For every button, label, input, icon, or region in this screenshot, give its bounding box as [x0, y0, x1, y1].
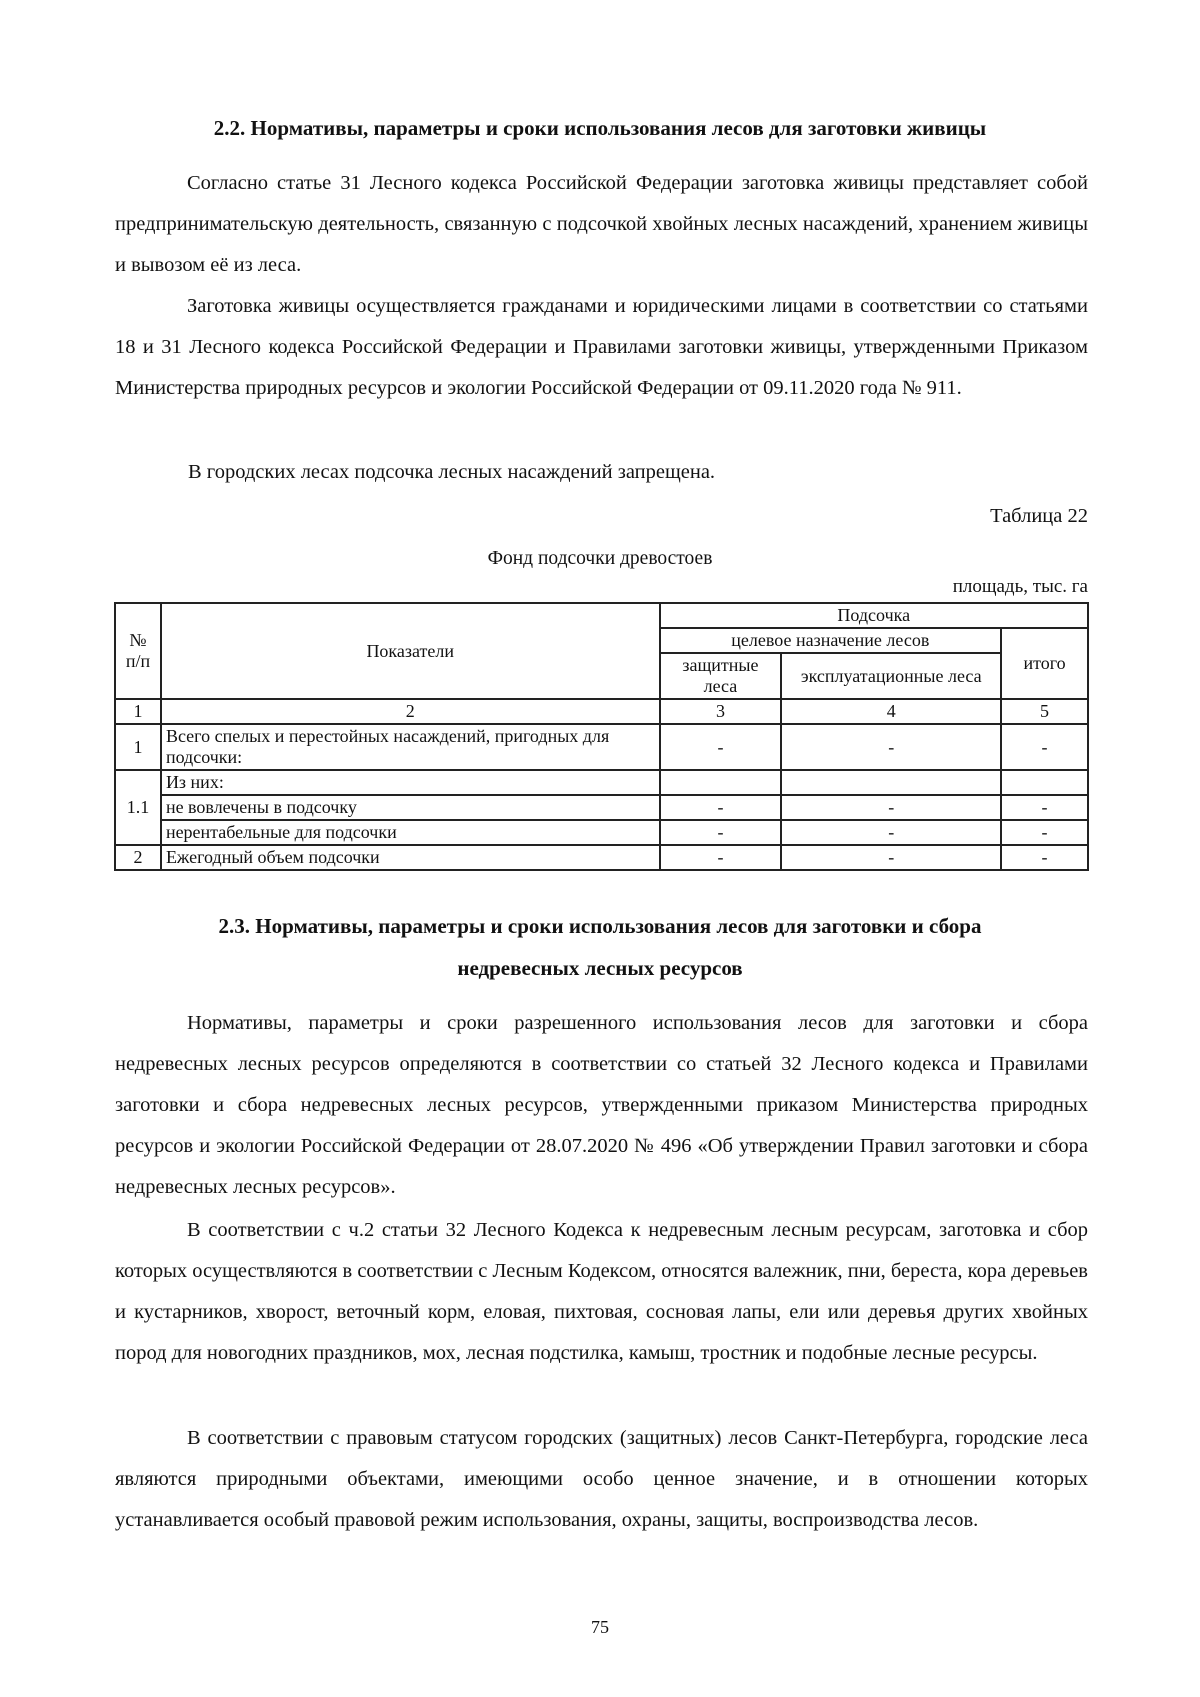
- section-2-2-paragraph-1: Согласно статье 31 Лесного кодекса Российской Федерации заготовка живицы представляет собой предпринимательскую деятельность, связанную с подсочкой хвойных лесных насаждений, хранением живицы и вывозом её из леса.: [115, 172, 1088, 276]
- row-value: -: [1001, 795, 1088, 820]
- row-value: -: [781, 820, 1001, 845]
- row-value: -: [660, 724, 782, 770]
- row-num: 1: [115, 724, 161, 770]
- table-caption: Фонд подсочки древостоев: [487, 548, 713, 569]
- page-number: 75: [591, 1617, 609, 1637]
- section-2-3-paragraph-2: В соответствии с ч.2 статьи 32 Лесного Кодекса к недревесным лесным ресурсам, заготовка и сбор которых осуществляются в соответствии с Лесным Кодексом, относятся валежник, пни, береста, кора деревьев и кустарников, хворост, веточный корм, еловая, пихтовая, сосновая лапы, ели или деревья других хвойных пород для новогодних праздников, мох, лесная подстилка, камыш, тростник и подобные лесные ресурсы.: [115, 1219, 1088, 1364]
- section-2-2-paragraph-2: Заготовка живицы осуществляется гражданами и юридическими лицами в соответствии со статьями 18 и 31 Лесного кодекса Российской Федерации и Правилами заготовки живицы, утвержденными Приказом Министерства природных ресурсов и экологии Российской Федерации от 09.11.2020 года № 911.: [115, 295, 1088, 399]
- row-value: -: [781, 724, 1001, 770]
- row-label: не вовлечены в подсочку: [161, 795, 660, 820]
- section-2-3-paragraph-3: В соответствии с правовым статусом городских (защитных) лесов Санкт-Петербурга, городские леса являются природными объектами, имеющими особо ценное значение, и в отношении которых устанавливается особый правовой режим использования, охраны, защиты, воспроизводства лесов.: [115, 1427, 1088, 1531]
- table-row: [115, 795, 1088, 820]
- row-label: Ежегодный объем подсочки: [161, 845, 660, 870]
- row-value: [1001, 770, 1088, 795]
- table-units: площадь, тыс. га: [952, 576, 1088, 597]
- table-row: [115, 724, 1088, 770]
- row-value: -: [1001, 820, 1088, 845]
- row-value: [660, 770, 782, 795]
- header-num: № п/п: [115, 603, 161, 699]
- section-2-3-heading-line-1: 2.3. Нормативы, параметры и сроки использования лесов для заготовки и сбора: [218, 914, 982, 938]
- section-2-2-paragraph-3: В городских лесах подсочка лесных насаждений запрещена.: [188, 461, 716, 483]
- table-row: [115, 770, 1088, 795]
- row-num: 1.1: [115, 770, 161, 845]
- row-value: -: [781, 845, 1001, 870]
- subsoaking-fund-table: [114, 602, 1089, 871]
- section-2-3-paragraph-1: Нормативы, параметры и сроки разрешенного использования лесов для заготовки и сбора недревесных лесных ресурсов определяются в соответствии со статьей 32 Лесного кодекса и Правилами заготовки и сбора недревесных лесных ресурсов, утвержденными приказом Министерства природных ресурсов и экологии Российской Федерации от 28.07.2020 № 496 «Об утверждении Правил заготовки и сбора недревесных лесных ресурсов».: [115, 1012, 1088, 1198]
- table-row: [115, 845, 1088, 870]
- header-group: Подсочка: [660, 603, 1088, 628]
- table-column-numbers-row: [115, 699, 1088, 724]
- col-number: 4: [781, 699, 1001, 724]
- section-2-3-heading-line-2: недревесных лесных ресурсов: [457, 956, 743, 980]
- row-value: -: [1001, 724, 1088, 770]
- col-number: 2: [161, 699, 660, 724]
- row-label: нерентабельные для подсочки: [161, 820, 660, 845]
- row-value: -: [1001, 845, 1088, 870]
- header-exploitation: эксплуатационные леса: [781, 653, 1001, 699]
- header-indicator: Показатели: [161, 603, 660, 699]
- row-num: 2: [115, 845, 161, 870]
- header-total: итого: [1001, 628, 1088, 699]
- table-number: Таблица 22: [990, 505, 1088, 527]
- table-header-row-1: [115, 603, 1088, 628]
- row-value: [781, 770, 1001, 795]
- col-number: 1: [115, 699, 161, 724]
- row-value: -: [660, 795, 782, 820]
- row-label: Из них:: [161, 770, 660, 795]
- table-row: [115, 820, 1088, 845]
- row-value: -: [781, 795, 1001, 820]
- col-number: 5: [1001, 699, 1088, 724]
- section-2-2-heading: 2.2. Нормативы, параметры и сроки использования лесов для заготовки живицы: [213, 116, 987, 140]
- header-subgroup: целевое назначение лесов: [660, 628, 1002, 653]
- row-value: -: [660, 845, 782, 870]
- col-number: 3: [660, 699, 782, 724]
- row-label: Всего спелых и перестойных насаждений, пригодных для подсочки:: [161, 724, 660, 770]
- header-protective: защитные леса: [660, 653, 782, 699]
- row-value: -: [660, 820, 782, 845]
